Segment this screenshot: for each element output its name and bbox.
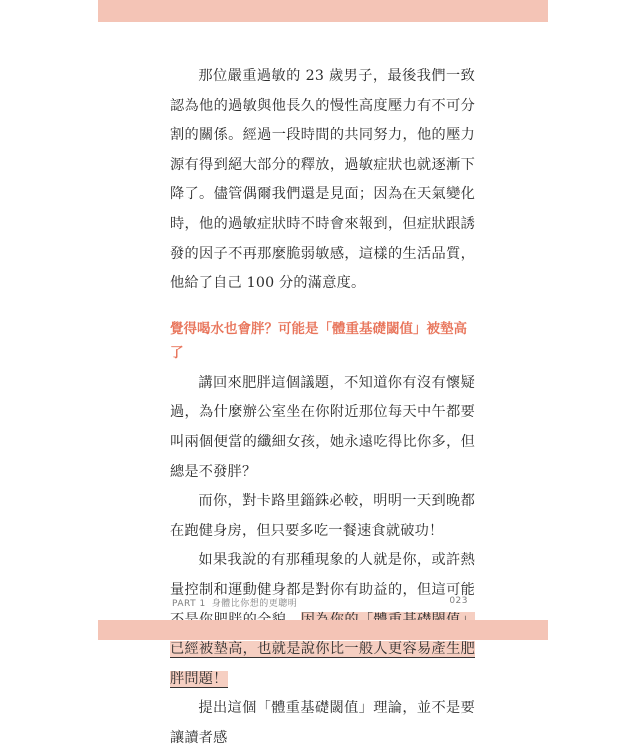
- highlighted-sentence: 已經被墊高，也就是說你比一般人更容易產生肥胖問題！: [170, 612, 475, 688]
- page-number: 023: [449, 596, 468, 606]
- part-number: PART 1: [172, 599, 206, 609]
- paragraph-text: 如果我說的有那種現象的人就是你，或許熱量控制和運動健身都是對你有助益的，但這可能: [170, 552, 475, 598]
- body-paragraph: 提出這個「體重基礎閾值」理論，並不是要讓讀者感: [170, 700, 475, 746]
- footer-part-label: [172, 596, 297, 609]
- top-decorative-band: [98, 0, 548, 22]
- part-title: 身體比你想的更聰明: [211, 599, 298, 609]
- body-paragraph: 講回來肥胖這個議題，不知道你有沒有懷疑過，為什麼辦公室坐在你附近那位每天中午都要叫兩個便當的纖細女孩，她永遠吃得比你多，但總是不發胖？: [170, 374, 475, 480]
- bottom-decorative-band: [98, 620, 548, 640]
- body-paragraph: 而你，對卡路里錙銖必較，明明一天到晚都在跑健身房，但只要多吃一餐速食就破功！: [170, 493, 475, 539]
- page-body: [170, 62, 475, 753]
- body-paragraph: 那位嚴重過敏的 23 歲男子，最後我們一致認為他的過敏與他長久的慢性高度壓力有不可分割的關係。經過一段時間的共同努力，他的壓力源有得到絕大部分的釋放，過敏症狀也就逐漸下降了。儘管偶爾我們還是見面；因為在天氣變化時，他的過敏症狀時不時會來報到，但症狀跟誘發的因子不再那麼脆弱敏感，這樣的生活品質，他給了自己 100 分的滿意度。: [170, 68, 475, 292]
- page-footer: [172, 596, 468, 609]
- section-heading: 覺得喝水也會胖？可能是「體重基礎閾值」被墊高了: [170, 320, 467, 361]
